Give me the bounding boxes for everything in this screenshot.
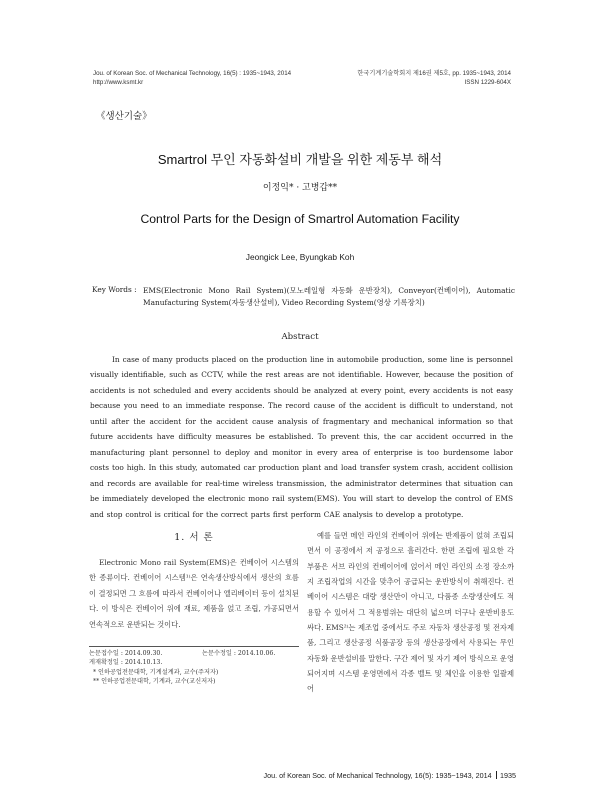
section-tag: 《생산기술》 [96,111,152,122]
authors-english: Jeongick Lee, Byungkab Koh [245,252,355,262]
intro-right-column-text: 예를 들면 메인 라인의 컨베이어 위에는 반제품이 얹혀 조립되면서 이 공정에서 저 공정으로 흘러간다. 한편 조립에 필요한 각 부품은 서브 라인의 컨베이어에 얹어서 메인 라인의 소정 장소까지 조립작업의 시간을 맞추어 공급되는 운반방식이 취해진다. 컨베이어 시스템은 대량 생산만이 아니고, 다품종 소량생산에도 적용할 수 있어서 그 적용범위는 대단히 넓으며 더구나 운반비용도 싸다. EMS²⁾는 제조업 중에서도 주로 자동차 생산공정 및 전자제품, 그리고 생산공정 식품공장 등의 생산공장에서 사용되는 무인 자동화 운반설비를 말한다. 구간 제어 및 자기 제어 방식으로 운영되어지며 시스템 운영면에서 각종 벨트 및 체인을 이용한 일괄제어 [307,531,514,694]
footnote-accepted-date: 게재확정일 : 2014.10.13. [89,659,163,666]
header-issn: ISSN 1229-604X [464,78,511,86]
keywords-text: EMS(Electronic Mono Rail System)(모노레일형 자동화 운반장치), Conveyor(컨베이어), Automatic Manufacturing System(자동생산설비), Video Recording System(영상 기록장치) [143,286,515,307]
footer-separator [496,771,497,779]
page-number: 1935 [500,771,516,780]
header-journal-citation-en: Jou. of Korean Soc. of Mechanical Technology, 16(5) : 1935~1943, 2014 [93,70,292,77]
footnote-received-date: 논문접수일 : 2014.09.30. [89,650,163,657]
page-footer [0,771,516,780]
section-heading-introduction: 1. 서 론 [174,532,214,543]
abstract-heading: Abstract [281,332,319,342]
footer-journal-citation: Jou. of Korean Soc. of Mechanical Technology, 16(5): 1935~1943, 2014 [263,771,492,780]
authors-korean: 이정익* · 고병갑** [262,183,338,193]
header-journal-url[interactable]: http://www.ksmt.kr [93,78,144,86]
abstract-body: In case of many products placed on the production line in automobile production, some line is personnel visually identifiable, such as CCTV, while the rest areas are not identifiable. However, because the position of accidents is not scheduled and every accidents should be analyzed at every point, every accidents is not easy because you need to an immediate response. The record cause of the accident is difficult to understand, not until after the accident for the accident cause analysis of fragmentary and mechanical information so that future accidents have difficulty measures be established. To prevent this, the car accident occurred in the manufacturing plant personnel to deploy and monitor in every area of enterprise is too burdensome labor costs too high. In this study, automated car production plant and load transfer system crash, accident collision and records are available for real-time wireless transmission, the administrator determines that situation can be immediately developed the electronic mono rail system(EMS). You will start to develop the control of EMS and stop control is critical for the correct parts first perform CAE analysis to develop a prototype. [90,355,513,519]
footnote-author-2-affiliation: ** 인하공업전문대학, 기계과, 교수(교신저자) [93,678,216,685]
footnote-divider [89,646,299,647]
paper-title-english: Control Parts for the Design of Smartrol Automation Facility [140,212,460,226]
footnote-author-1-affiliation: * 인하공업전문대학, 기계설계과, 교수(주저자) [93,669,219,676]
footnote-revised-date: 논문수정일 : 2014.10.06. [202,650,276,657]
keywords-label: Key Words : [92,285,137,294]
header-journal-citation-ko: 한국기계기술학회지 제16권 제5호, pp. 1935~1943, 2014 [357,70,511,77]
intro-left-column-text: Electronic Mono rail System(EMS)은 컨베이어 시스템의 한 종류이다. 컨베이어 시스템¹⁾은 연속생산방식에서 생산의 흐름이 결정되면 그 흐름에 따라서 컨베이어나 엘리베이터 등이 설치된다. 이 방식은 컨베이어 위에 재료, 제품을 얹고 조립, 가공되면서 연속적으로 운반되는 것이다. [89,558,299,629]
paper-title-korean: Smartrol 무인 자동화설비 개발을 위한 제동부 해석 [157,152,443,167]
